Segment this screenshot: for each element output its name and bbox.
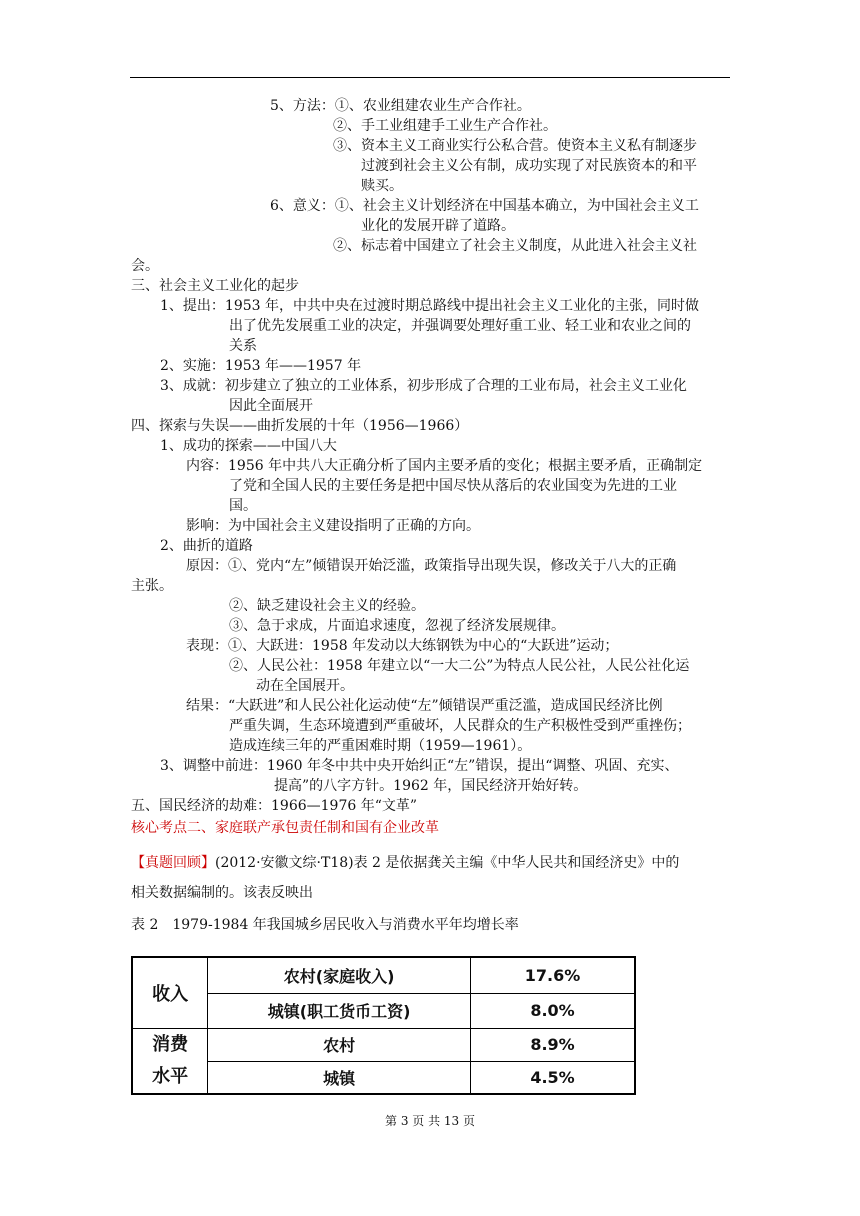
text-line: 过渡到社会主义公有制，成功实现了对民族资本的和平 [361, 158, 697, 174]
table-row [132, 1061, 635, 1094]
text-line: ②、人民公社：1958 年建立以“一大二公”为特点人民公社，人民公社化运 [229, 658, 690, 674]
page-footer: 第 3 页 共 13 页 [385, 1114, 475, 1128]
exam-review-tag: 【真题回顾】 [131, 855, 215, 871]
text-line: 1、成功的探索——中国八大 [160, 438, 337, 454]
table-cell-item: 城镇(职工货币工资) [208, 993, 471, 1028]
text-line: 出了优先发展重工业的决定，并强调要处理好重工业、轻工业和农业之间的 [229, 318, 691, 334]
text-line: 原因：①、党内“左”倾错误开始泛滥，政策指导出现失误，修改关于八大的正确 [186, 558, 677, 574]
text-line: 会。 [131, 258, 159, 274]
text-line: 严重失调，生态环境遭到严重破坏，人民群众的生产积极性受到严重挫伤； [229, 718, 691, 734]
text-line: 了党和全国人民的主要任务是把中国尽快从落后的农业国变为先进的工业 [229, 478, 677, 494]
text-line: 动在全国展开。 [256, 678, 354, 694]
text-line: 表现：①、大跃进：1958 年发动以大练钢铁为中心的“大跃进”运动； [186, 638, 619, 654]
header-rule [130, 77, 730, 78]
text-line: ②、标志着中国建立了社会主义制度，从此进入社会主义社 [333, 238, 697, 254]
text-line: ②、缺乏建设社会主义的经验。 [229, 598, 425, 614]
text-line: 1、提出：1953 年，中共中央在过渡时期总路线中提出社会主义工业化的主张，同时做 [160, 298, 699, 314]
table-row [132, 993, 635, 1028]
text-line: 赎买。 [361, 178, 403, 194]
table-row [132, 1028, 635, 1061]
text-line: 关系 [229, 338, 257, 354]
text-line: 5、方法：①、农业组建农业生产合作社。 [270, 98, 531, 114]
text-line: 3、成就：初步建立了独立的工业体系，初步形成了合理的工业布局，社会主义工业化 [160, 378, 687, 394]
text-line: 提高”的八字方针。1962 年，国民经济开始好转。 [274, 778, 588, 794]
text-line: 因此全面展开 [229, 398, 313, 414]
table-cell-rate: 8.9% [471, 1028, 635, 1061]
text-line: 国。 [229, 498, 257, 514]
consumption-label: 消费 水平 [132, 1028, 208, 1094]
section-heading: 核心考点二、家庭联产承包责任制和国有企业改革 [131, 820, 439, 836]
text-line: 【真题回顾】(2012·安徽文综·T18)表 2 是依据龚关主编《中华人民共和国经济史》中的 [131, 855, 680, 871]
text-line: 影响：为中国社会主义建设指明了正确的方向。 [186, 518, 480, 534]
table-cell-rate: 4.5% [471, 1061, 635, 1094]
text-line: ②、手工业组建手工业生产合作社。 [333, 118, 557, 134]
text-line: 结果：“大跃进”和人民公社化运动使“左”倾错误严重泛滥，造成国民经济比例 [186, 698, 663, 714]
text-line: ③、急于求成，片面追求速度，忽视了经济发展规律。 [229, 618, 565, 634]
text-line: 业化的发展开辟了道路。 [361, 218, 515, 234]
text-line: 主张。 [131, 578, 173, 594]
table-cell-rate: 17.6% [471, 957, 635, 993]
text-line: 相关数据编制的。该表反映出 [131, 885, 313, 901]
table-cell-item: 农村(家庭收入) [208, 957, 471, 993]
income-consumption-table [131, 956, 636, 1095]
table-cell-rate: 8.0% [471, 993, 635, 1028]
text-line: ③、资本主义工商业实行公私合营。使资本主义私有制逐步 [333, 138, 697, 154]
text-line: 造成连续三年的严重困难时期（1959—1961）。 [229, 738, 532, 754]
text-line: 2、实施：1953 年——1957 年 [160, 358, 362, 374]
table-row [132, 957, 635, 993]
income-label: 收入 [132, 957, 208, 1028]
table-cell-item: 农村 [208, 1028, 471, 1061]
text-line: 内容：1956 年中共八大正确分析了国内主要矛盾的变化；根据主要矛盾，正确制定 [186, 458, 703, 474]
text-line: 三、社会主义工业化的起步 [131, 278, 299, 294]
text-line: 2、曲折的道路 [160, 538, 253, 554]
text-line: 表 2 1979-1984 年我国城乡居民收入与消费水平年均增长率 [131, 917, 519, 933]
text-line: 6、意义：①、社会主义计划经济在中国基本确立，为中国社会主义工 [270, 198, 699, 214]
table-cell-item: 城镇 [208, 1061, 471, 1094]
text-line: 3、调整中前进：1960 年冬中共中央开始纠正“左”错误，提出“调整、巩固、充实、 [160, 758, 679, 774]
text-line: 四、探索与失误——曲折发展的十年（1956—1966） [131, 418, 469, 434]
text-line: 五、国民经济的劫难：1966—1976 年“文革” [131, 798, 418, 814]
